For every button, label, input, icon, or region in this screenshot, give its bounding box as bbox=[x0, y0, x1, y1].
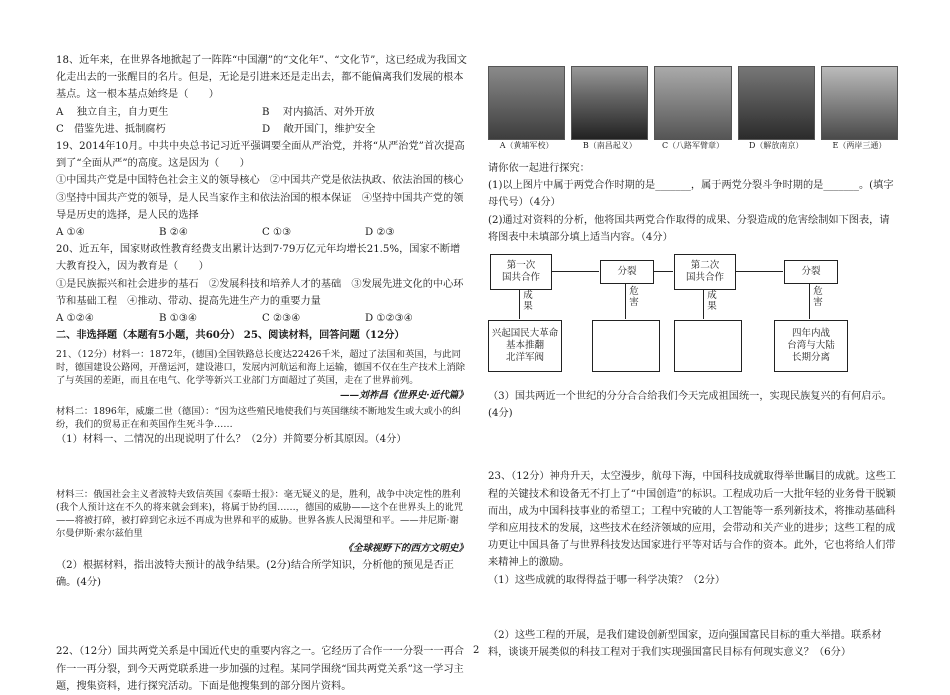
q20-option-d: D ①②③④ bbox=[365, 313, 413, 325]
q20-option-a: A ①②④ bbox=[56, 313, 94, 325]
question-18: 18、近年来，在世界各地掀起了一阵阵“中国潮”的“文化年”、“文化节”，这已经成为我国文化走出去的一张醒目的名片。但是，无论是引进来还是走出去，都不能偏离我们发展的根本基点。这一根本基点始终是（ ） bbox=[56, 55, 467, 101]
label-harm-2: 危害 bbox=[813, 286, 823, 309]
photo-captions bbox=[488, 140, 898, 152]
instruction: 请你依一起进行探究： bbox=[488, 163, 590, 174]
q22-question-1: (1)以上图片中属于两党合作时期的是_______，属于两党分裂斗争时期的是_______。(填字母代号）（4分） bbox=[488, 180, 894, 209]
q19-items: ①中国共产党是中国特色社会主义的领导核心 ②中国共产党是依法执政、依法治国的核心 ③坚持中国共产党的领导，是人民当家作主和依法治国的根本保证 ④坚持中国共产党的领导是历史的选择，是人民的选择 bbox=[56, 175, 474, 221]
photo-three-links bbox=[821, 66, 898, 140]
q18-option-a: A 独立自主，自力更生 bbox=[56, 106, 169, 118]
connector-4 bbox=[809, 283, 810, 319]
box-second-harm: 四年内战 台湾与大陆 长期分离 bbox=[774, 320, 848, 372]
q18-option-d: D 敞开国门，维护安全 bbox=[262, 123, 376, 135]
connector-3 bbox=[703, 289, 704, 319]
q19-option-d: D ②③ bbox=[365, 227, 395, 239]
label-result-1: 成果 bbox=[523, 290, 533, 313]
q18-option-b: B 对内搞活、对外开放 bbox=[262, 106, 375, 118]
q21-question-2: （2）根据材料，指出波特夫预计的战争结果。(2分)结合所学知识，分析他的预见是否正确。(4分) bbox=[56, 560, 454, 589]
photo-strip bbox=[488, 66, 898, 140]
q20-option-b: B ①③④ bbox=[159, 313, 198, 325]
q23-question-1: （1）这些成就的取得得益于哪一科学决策？（2分） bbox=[488, 574, 726, 586]
label-harm-1: 危害 bbox=[629, 286, 639, 309]
box-blank-1 bbox=[592, 320, 660, 372]
q20-items: ①是民族振兴和社会进步的基石 ②发展科技和培养人才的基础 ③发展先进文化的中心环节和基础工程 ④推动、带动、提高先进生产力的重要力量 bbox=[56, 278, 464, 307]
photo-huangpu bbox=[488, 66, 565, 140]
q21-material-2: 材料二：1896年，威廉二世（德国）：“因为这些殖民地使我们与英国继续不断地发生或大或小的纠纷，我们的贸易正在和英国作生死斗争…… bbox=[56, 405, 461, 430]
connector-1 bbox=[519, 289, 520, 319]
q21-material-1: 21、（12分）材料一：1872年，(德国)全国铁路总长度达22426千米，超过了法国和英国，与此同时，德国建设公路网，开凿运河，建设港口，发展内河航运和海上运输，德国不仅在生产技术上消除了与英国的差距，而且在电气、化学等新兴工业部门方面超过了英国，走在了世界前列。 bbox=[56, 349, 466, 387]
caption-e: E（两岸三通） bbox=[832, 141, 887, 150]
relations-diagram bbox=[488, 250, 898, 382]
caption-b: B（南昌起义） bbox=[582, 141, 637, 150]
q18-option-c: C 借鉴先进、抵制腐朽 bbox=[56, 123, 166, 135]
page-number: 2 bbox=[473, 645, 480, 656]
question-22: 22、（12分）国共两党关系是中国近代史的重要内容之一。它经历了合作一一分裂一一再合作一一再分裂，到今天两党联系进一步加强的过程。某同学围绕“国共两党关系”这一学习主题，搜集资料，进行探究活动。下面是他搜集到的部分图片资料。 bbox=[56, 646, 464, 692]
box-first-cooperation: 第一次 国共合作 bbox=[490, 254, 552, 290]
caption-d: D（解放南京） bbox=[749, 141, 804, 150]
section-heading: 二、非选择题（本题有5小题，共60分） 25、阅读材料，回答问题（12分） bbox=[56, 329, 405, 342]
q20-option-c: C ②③④ bbox=[262, 313, 301, 325]
q21-question-1: （1）材料一、二情况的出现说明了什么？（2分）并简要分析其原因。（4分） bbox=[56, 433, 407, 445]
box-blank-2 bbox=[674, 320, 742, 372]
q22-question-2: (2)通过对资料的分析，他将国共两党合作取得的成果、分裂造成的危害绘制如下图表，请将图表中未填部分填上适当内容。（4分） bbox=[488, 214, 890, 243]
q20-options bbox=[56, 310, 468, 327]
arrow-3 bbox=[735, 271, 783, 272]
q22-question-3: （3）国共两近一个世纪的分分合合给我们今天完成祖国统一，实现民族复兴的有何启示。(4分) bbox=[488, 391, 892, 420]
arrow-1 bbox=[551, 271, 599, 272]
q21-material-3-source: 《全球视野下的西方文明史》 bbox=[343, 542, 468, 554]
caption-c: C（八路军臂章） bbox=[661, 141, 725, 150]
q19-option-b: B ②④ bbox=[159, 227, 188, 239]
box-second-cooperation: 第二次 国共合作 bbox=[674, 254, 736, 290]
connector-2 bbox=[625, 283, 626, 319]
box-split-2: 分裂 bbox=[784, 260, 838, 284]
q19-options bbox=[56, 224, 468, 241]
right-column bbox=[488, 60, 898, 661]
left-column bbox=[56, 52, 474, 695]
label-result-2: 成果 bbox=[707, 290, 717, 313]
photo-armband bbox=[654, 66, 731, 140]
q19-option-a: A ①④ bbox=[56, 227, 85, 239]
q19-option-c: C ①③ bbox=[262, 227, 292, 239]
caption-a: A（黄埔军校） bbox=[499, 141, 554, 150]
box-first-result: 兴起国民大革命 基本推翻 北洋军阀 bbox=[488, 320, 562, 372]
photo-nanjing bbox=[738, 66, 815, 140]
q18-options bbox=[56, 104, 468, 121]
q23-question-2: （2）这些工程的开展，是我们建设创新型国家，迈向强国富民目标的重大举措。联系材料，谈谈开展类似的科技工程对于我们实现强国富民目标有何现实意义？（6分） bbox=[488, 629, 882, 659]
arrow-2 bbox=[653, 271, 673, 272]
box-split-1: 分裂 bbox=[600, 260, 654, 284]
photo-nanchang bbox=[571, 66, 648, 140]
question-23: 23、（12分）神舟升天，太空漫步，航母下海，中国科技成就取得举世瞩目的成就。这些工程的关键技术和设备无不打上了“中国创造”的标识。工程成功后一大批年轻的业务骨干脱颖而出，成为中国科技事业的希望工；工程中究破的人工智能等一系列新技术，将推动基础科学和应用技术的发展，这些技术在经济领域的应用，会带动和关产业的进步；这些工程的成功更让中国具备了与世界科技发达国家进行平等对话与合作的资本。此外，它也将给人们带来精神上的激励。 bbox=[488, 471, 896, 569]
question-19: 19、2014年10月。中共中央总书记习近平强调要全面从严治党，并将“从严治党”首次提高到了“全面从严”的高度。这是因为（ ） bbox=[56, 141, 465, 170]
q21-material-3: 材料三：俄国社会主义者波特夫致信英国《泰晤士报》：毫无疑义的是，胜利，战争中决定性的胜利(我个人预计这在不久的将来就会到来)，将属于协约国……，德国的威胁——这个在世界头上的讹咒——将被打碎，被打碎到它永远不再成为世界和平的威胁。世界各族人民渴望和平。——井尼斯·谢尔曼伊斯·索尔兹伯里 bbox=[56, 488, 464, 539]
q21-material-1-source: ——刘祚昌《世界史·近代篇》 bbox=[339, 390, 468, 402]
q18-options-2 bbox=[56, 121, 468, 138]
question-20: 20、近五年，国家财政性教育经费支出累计达到7·79万亿元年均增长21.5%，国家不断增大教育投入，因为教育是（ ） bbox=[56, 244, 461, 273]
